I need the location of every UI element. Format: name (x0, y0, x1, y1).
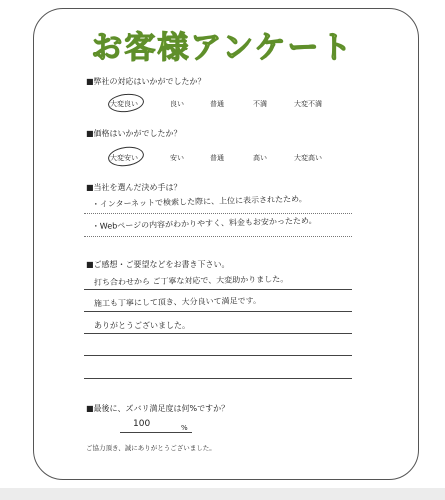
answer-line (84, 213, 352, 214)
question-service: ■弊社の対応はいかがでしたか？ (86, 77, 206, 86)
footer-band (0, 488, 445, 500)
comment-line (84, 289, 352, 290)
answer-line (84, 236, 352, 237)
answer-comment-2: 施工も丁寧にして頂き、大分良いて満足です。 (93, 296, 262, 309)
option-service-good[interactable]: 良い (170, 100, 184, 108)
percent-unit: % (181, 424, 188, 432)
question-price: ■価格はいかがでしたか？ (86, 129, 182, 138)
satisfaction-underline (120, 432, 192, 433)
question-comments: ■ご感想・ご要望などをお書き下さい。 (86, 260, 230, 269)
question-deciding-factor: ■当社を選んだ決め手は？ (86, 183, 182, 192)
answer-deciding-factor-2: ・Webページの内容がわかりやすく、料金もお安かったため。 (91, 216, 317, 232)
answer-comment-3: ありがとうございました。 (94, 321, 190, 330)
option-price-expensive[interactable]: 高い (253, 154, 267, 162)
option-price-very-expensive[interactable]: 大変高い (294, 154, 322, 162)
option-price-cheap[interactable]: 安い (170, 154, 184, 162)
question-satisfaction: ■最後に、ズバリ満足度は何%ですか？ (86, 404, 230, 413)
comment-line (84, 333, 352, 334)
option-service-dissatisfied[interactable]: 不満 (253, 100, 267, 108)
option-price-very-cheap[interactable]: 大変安い (110, 154, 138, 162)
answer-deciding-factor-1: ・インターネットで検索した際に、上位に表示されたため。 (91, 194, 307, 210)
survey-title: お客様アンケート (91, 30, 354, 66)
answer-comment-1: 打ち合わせから ご丁寧な対応で、大変助かりました。 (93, 274, 289, 288)
option-service-normal[interactable]: 普通 (210, 100, 224, 108)
option-price-normal[interactable]: 普通 (210, 154, 224, 162)
satisfaction-value: 100 (133, 419, 151, 429)
thank-you-note: ご協力頂き、誠にありがとうございました。 (86, 444, 216, 452)
comment-line (84, 378, 352, 379)
comment-line (84, 355, 352, 356)
option-service-very-good[interactable]: 大変良い (110, 100, 138, 108)
option-service-very-dissatisfied[interactable]: 大変不満 (294, 100, 322, 108)
comment-line (84, 311, 352, 312)
